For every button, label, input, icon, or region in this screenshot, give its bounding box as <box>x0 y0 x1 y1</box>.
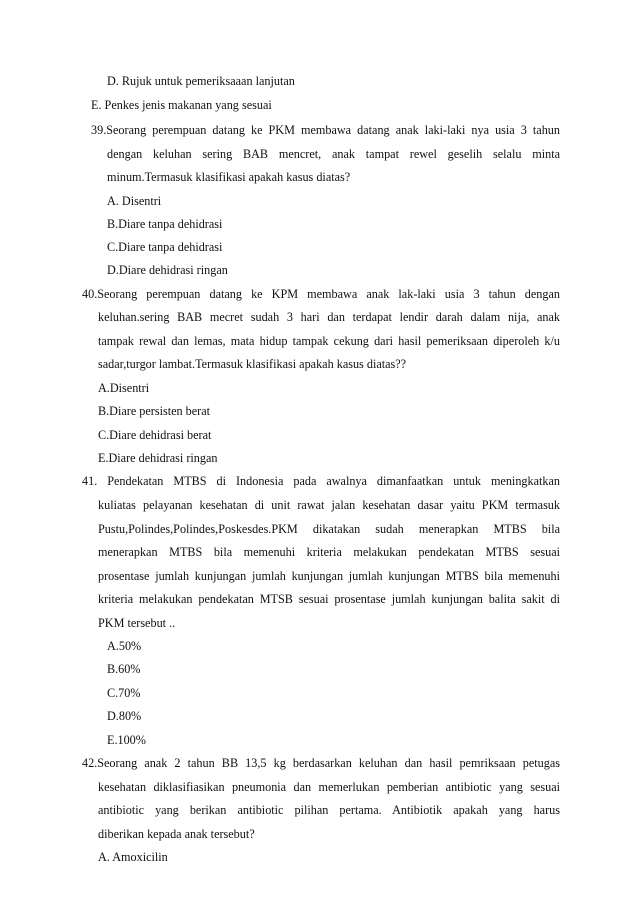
text-line: C.Diare dehidrasi berat <box>98 428 212 442</box>
text-line: A. Amoxicilin <box>98 850 168 864</box>
text-line: E. Penkes jenis makanan yang sesuai <box>91 98 272 112</box>
text-line: kriteria melakukan pendekatan MTSB sesuai prosentase jumlah kunjungan balita sakit di <box>98 592 560 606</box>
text-line: menerapkan MTBS bila memenuhi kriteria melakukan pendekatan MTBS sesuai <box>98 545 560 559</box>
text-line: A.50% <box>107 639 142 653</box>
text-line: dengan keluhan sering BAB mencret, anak tampat rewel geselih selalu minta <box>107 147 560 161</box>
text-line: diberikan kepada anak tersebut? <box>98 827 255 841</box>
text-line: sadar,turgor lambat.Termasuk klasifikasi apakah kasus diatas?? <box>98 357 407 371</box>
text-line: B.Diare tanpa dehidrasi <box>107 217 223 231</box>
text-line: A.Disentri <box>98 381 150 395</box>
text-line: C.70% <box>107 686 141 700</box>
text-line: antibiotic yang berikan antibiotic pilihan pertama. Antibiotik apakah yang harus <box>98 803 560 817</box>
text-line: kesehatan diklasifiasikan pneumonia dan memerlukan pemberian antibiotic yang sesuai <box>98 780 560 794</box>
text-line: 42.Seorang anak 2 tahun BB 13,5 kg berdasarkan keluhan dan hasil pemriksaan petugas <box>82 756 560 770</box>
text-line: B.Diare persisten berat <box>98 404 211 418</box>
text-line: D.Diare dehidrasi ringan <box>107 263 228 277</box>
text-line: 41. Pendekatan MTBS di Indonesia pada awalnya dimanfaatkan untuk meningkatkan <box>82 474 560 488</box>
text-line: 40.Seorang perempuan datang ke KPM membawa anak lak-laki usia 3 tahun dengan <box>82 287 560 301</box>
text-line: minum.Termasuk klasifikasi apakah kasus diatas? <box>107 170 351 184</box>
text-line: C.Diare tanpa dehidrasi <box>107 240 223 254</box>
text-line: tampak rewal dan lemas, mata hidup tampak cekung dari hasil pemeriksaan diperoleh k/u <box>98 334 560 348</box>
text-line: E.Diare dehidrasi ringan <box>98 451 218 465</box>
text-line: kuliatas pelayanan kesehatan di unit rawat jalan kesehatan dasar yaitu PKM termasuk <box>98 498 560 512</box>
text-line: A. Disentri <box>107 194 162 208</box>
text-line: PKM tersebut .. <box>98 616 176 630</box>
text-line: E.100% <box>107 733 146 747</box>
text-line: keluhan.sering BAB mecret sudah 3 hari dan terdapat lendir darah dalam nija, anak <box>98 310 560 324</box>
text-line: D.80% <box>107 709 142 723</box>
text-line: 39.Seorang perempuan datang ke PKM membawa datang anak laki-laki nya usia 3 tahun <box>91 123 560 137</box>
text-line: B.60% <box>107 662 141 676</box>
text-line: D. Rujuk untuk pemeriksaaan lanjutan <box>107 74 295 88</box>
text-line: Pustu,Polindes,Polindes,Poskesdes.PKM dikatakan sudah menerapkan MTBS bila <box>98 522 560 536</box>
text-line: prosentase jumlah kunjungan jumlah kunjungan jumlah kunjungan MTBS bila memenuhi <box>98 569 560 583</box>
